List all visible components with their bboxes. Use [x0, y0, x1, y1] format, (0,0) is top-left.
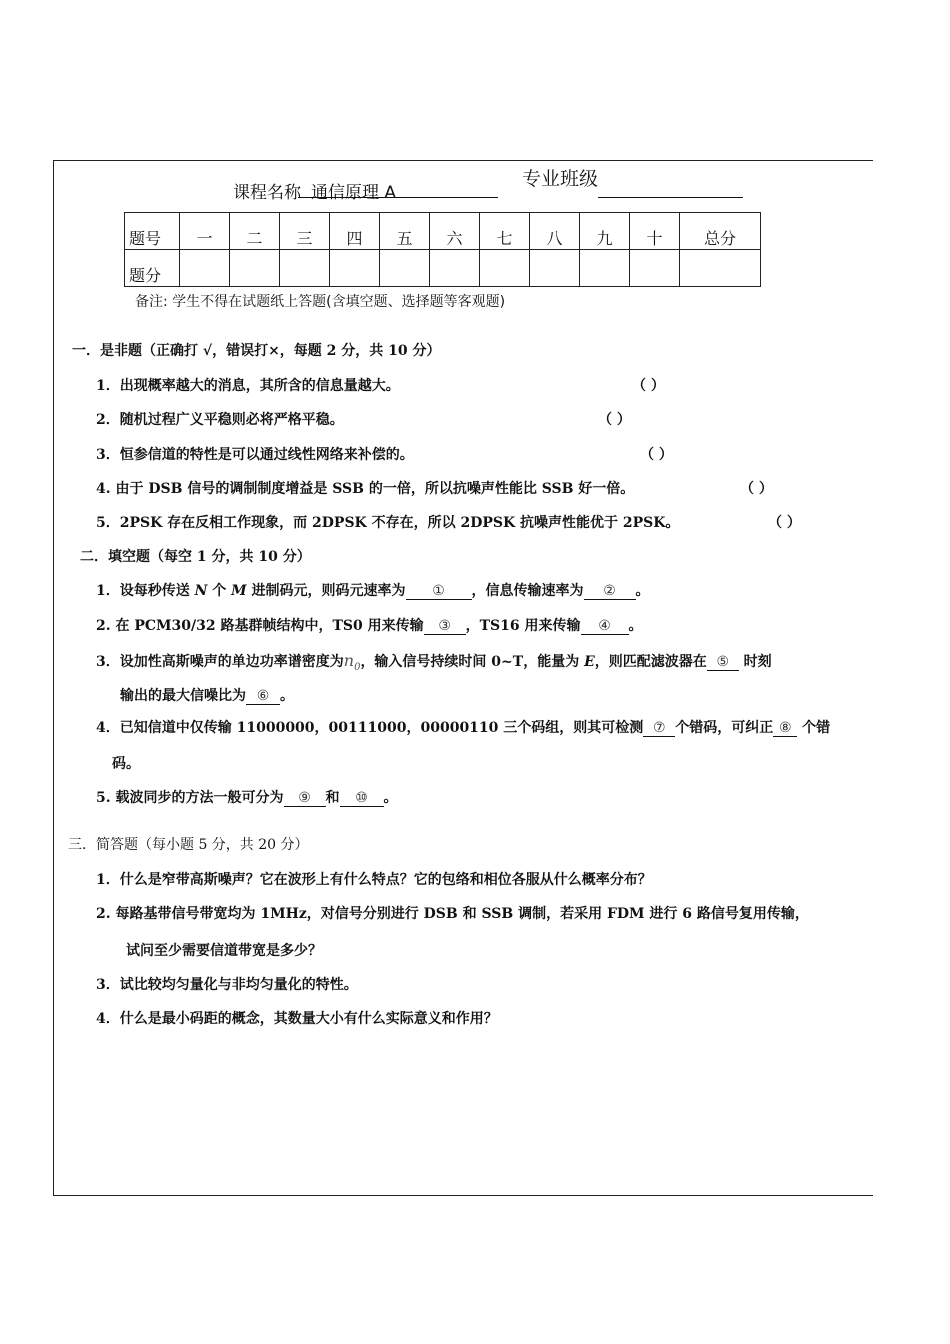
- score-cell[interactable]: [580, 250, 630, 287]
- section2-title: 二．填空题（每空 1 分，共 10 分）: [80, 549, 311, 565]
- total-label: 总分: [680, 213, 761, 250]
- score-cell[interactable]: [480, 250, 530, 287]
- text: ，输入信号持续时间 0~T，能量为: [360, 654, 585, 670]
- var-n-subscript: 0: [354, 662, 361, 674]
- col-3: 三: [280, 213, 330, 250]
- blank-5[interactable]: ⑤: [707, 654, 739, 671]
- text: 5. 载波同步的方法一般可分为: [96, 790, 284, 806]
- section1-item-3: 3．恒参信道的特性是可以通过线性网络来补偿的。: [96, 447, 414, 463]
- col-10: 十: [630, 213, 680, 250]
- col-2: 二: [230, 213, 280, 250]
- text: 。: [383, 790, 398, 806]
- section3-item-2-cont: 试问至少需要信道带宽是多少？: [126, 943, 322, 959]
- section1-title: 一．是非题（正确打 √，错误打×，每题 2 分，共 10 分）: [72, 343, 441, 359]
- course-name-label: 课程名称: [233, 183, 301, 203]
- blank-2[interactable]: ②: [584, 583, 636, 600]
- var-n: n: [343, 651, 355, 670]
- score-label: 题分: [125, 250, 180, 287]
- section3-item-2: 2. 每路基带信号带宽均为 1MHz，对信号分别进行 DSB 和 SSB 调制，若采用 FDM 进行 6 路信号复用传输，: [96, 906, 809, 922]
- section2-item-5: [96, 787, 398, 807]
- col-4: 四: [330, 213, 380, 250]
- course-name-value: 通信原理 A: [311, 183, 397, 203]
- score-cell[interactable]: [330, 250, 380, 287]
- text: ，信息传输速率为: [471, 583, 584, 599]
- text: 个错: [797, 720, 831, 736]
- exam-note: 备注: 学生不得在试题纸上答题(含填空题、选择题等客观题): [135, 294, 506, 310]
- text: 和: [325, 790, 340, 806]
- section3-item-4: 4．什么是最小码距的概念，其数量大小有什么实际意义和作用？: [96, 1011, 498, 1027]
- section1-item-5: 5．2PSK 存在反相工作现象，而 2DPSK 不存在，所以 2DPSK 抗噪声性能优于 2PSK。: [96, 515, 680, 531]
- var-N: N: [194, 583, 208, 599]
- section2-item-4: [96, 717, 830, 737]
- col-5: 五: [380, 213, 430, 250]
- section2-item-2: [96, 615, 643, 635]
- var-M: M: [231, 583, 247, 599]
- section1-answer-2[interactable]: （ ）: [598, 412, 631, 428]
- score-cell[interactable]: [530, 250, 580, 287]
- blank-1[interactable]: ①: [406, 583, 472, 600]
- score-table-header-row: [125, 213, 761, 250]
- class-field[interactable]: [598, 197, 743, 198]
- class-label: 专业班级: [522, 168, 599, 190]
- text: 2. 在 PCM30/32 路基群帧结构中，TS0 用来传输: [96, 618, 424, 634]
- text: 个: [207, 583, 232, 599]
- var-E: E: [584, 654, 595, 670]
- section1-item-2: 2．随机过程广义平稳则必将严格平稳。: [96, 412, 344, 428]
- text: 进制码元，则码元速率为: [246, 583, 406, 599]
- section2-item-3-cont: [120, 685, 294, 705]
- var-n0: [343, 651, 361, 674]
- score-cell[interactable]: [230, 250, 280, 287]
- section1-item-1: 1．出现概率越大的消息，其所含的信息量越大。: [96, 378, 400, 394]
- col-8: 八: [530, 213, 580, 250]
- section1-answer-5[interactable]: （ ）: [768, 515, 801, 531]
- text: 3．设加性高斯噪声的单边功率谱密度为: [96, 654, 344, 670]
- text: 。: [280, 688, 294, 704]
- blank-6[interactable]: ⑥: [246, 688, 280, 705]
- blank-10[interactable]: ⑩: [340, 790, 384, 807]
- section1-answer-1[interactable]: （ ）: [632, 378, 665, 394]
- exam-frame: [53, 160, 873, 1196]
- blank-3[interactable]: ③: [424, 618, 466, 635]
- blank-8[interactable]: ⑧: [773, 720, 797, 737]
- section1-answer-4[interactable]: （ ）: [740, 481, 773, 497]
- text: ，则匹配滤波器在: [594, 654, 707, 670]
- blank-9[interactable]: ⑨: [284, 790, 326, 807]
- section2-item-4-cont: 码。: [112, 756, 140, 772]
- text: 时刻: [738, 654, 772, 670]
- blank-7[interactable]: ⑦: [643, 720, 675, 737]
- score-cell[interactable]: [380, 250, 430, 287]
- section1-item-4: 4. 由于 DSB 信号的调制制度增益是 SSB 的一倍，所以抗噪声性能比 SSB 好一倍。: [96, 481, 635, 497]
- section3-item-3: 3．试比较均匀量化与非均匀量化的特性。: [96, 977, 358, 993]
- section3-title: 三．简答题（每小题 5 分，共 20 分）: [68, 837, 309, 853]
- question-number-label: 题号: [125, 213, 180, 250]
- text: ，TS16 用来传输: [465, 618, 581, 634]
- col-6: 六: [430, 213, 480, 250]
- section2-item-3: [96, 651, 772, 673]
- col-1: 一: [180, 213, 230, 250]
- score-cell[interactable]: [430, 250, 480, 287]
- score-cell[interactable]: [280, 250, 330, 287]
- score-cell[interactable]: [630, 250, 680, 287]
- text: 个错码，可纠正: [675, 720, 774, 736]
- text: 输出的最大信噪比为: [120, 688, 246, 704]
- section1-answer-3[interactable]: （ ）: [640, 447, 673, 463]
- col-7: 七: [480, 213, 530, 250]
- section2-item-1: [96, 580, 650, 600]
- score-cell-total[interactable]: [680, 250, 761, 287]
- score-table: [124, 212, 761, 287]
- course-name-underline: [298, 197, 498, 198]
- score-cell[interactable]: [180, 250, 230, 287]
- text: 。: [628, 618, 643, 634]
- text: 。: [635, 583, 650, 599]
- col-9: 九: [580, 213, 630, 250]
- section3-item-1: 1．什么是窄带高斯噪声？它在波形上有什么特点？它的包络和相位各服从什么概率分布？: [96, 872, 652, 888]
- score-table-score-row: [125, 250, 761, 287]
- text: 4．已知信道中仅传输 11000000，00111000，00000110 三个码组，则其可检测: [96, 720, 644, 736]
- text: 1．设每秒传送: [96, 583, 195, 599]
- blank-4[interactable]: ④: [581, 618, 629, 635]
